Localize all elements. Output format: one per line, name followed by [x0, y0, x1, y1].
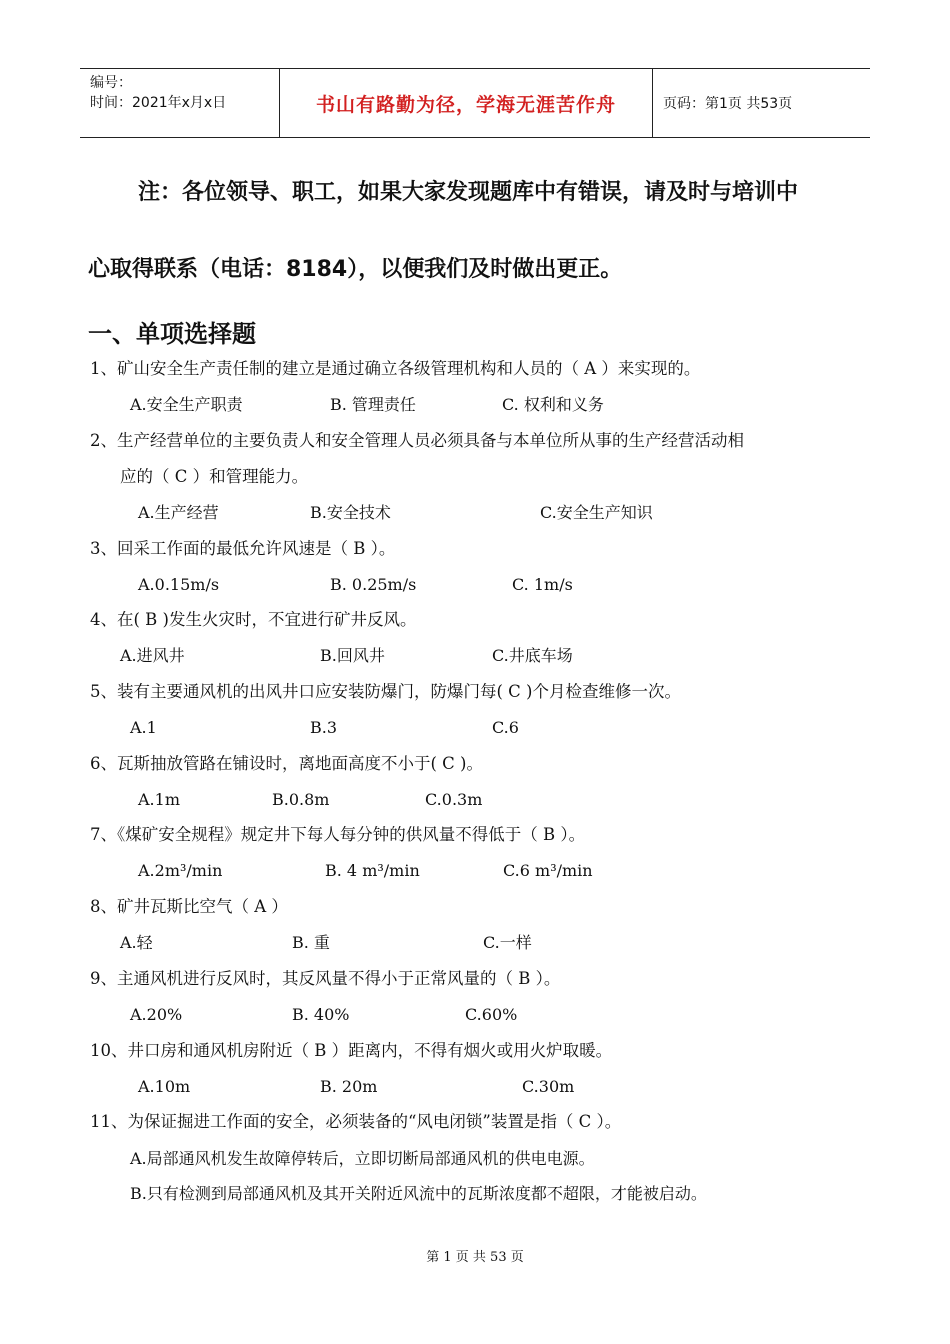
option-1a: A.安全生产职责 — [130, 395, 243, 414]
question-11: 11、为保证掘进工作面的安全，必须装备的“风电闭锁”装置是指（ C ）。 — [90, 1112, 622, 1131]
question-3: 3、回采工作面的最低允许风速是（ B ）。 — [90, 539, 396, 558]
question-2-cont: 应的（ C ）和管理能力。 — [120, 467, 309, 486]
document-header — [80, 68, 870, 138]
option-2a: A.生产经营 — [138, 503, 219, 522]
option-8a: A.轻 — [120, 933, 153, 952]
question-7: 7、《煤矿安全规程》规定井下每人每分钟的供风量不得低于（ B ）。 — [90, 825, 586, 844]
option-4b: B.回风井 — [320, 646, 385, 665]
option-8c: C.一样 — [483, 933, 532, 952]
option-9a: A.20% — [130, 1005, 183, 1024]
option-10b: B. 20m — [320, 1077, 378, 1096]
option-4a: A.进风井 — [120, 646, 185, 665]
option-5b: B.3 — [310, 718, 338, 737]
option-6b: B.0.8m — [272, 790, 330, 809]
header-number: 编号： — [90, 75, 132, 91]
option-7b: B. 4 m³/min — [325, 861, 420, 880]
question-1: 1、矿山安全生产责任制的建立是通过确立各级管理机构和人员的（ A ）来实现的。 — [90, 359, 701, 378]
question-8: 8、矿井瓦斯比空气（ A ） — [90, 897, 288, 916]
option-10c: C.30m — [522, 1077, 575, 1096]
option-7c: C.6 m³/min — [503, 861, 593, 880]
question-4: 4、在( B )发生火灾时，不宜进行矿井反风。 — [90, 610, 417, 629]
option-6c: C.0.3m — [425, 790, 483, 809]
header-date: 时间：2021年x月x日 — [90, 95, 227, 111]
option-10a: A.10m — [138, 1077, 191, 1096]
option-5a: A.1 — [130, 718, 157, 737]
option-2b: B.安全技术 — [310, 503, 391, 522]
option-9c: C.60% — [465, 1005, 518, 1024]
header-motto-cell — [280, 69, 653, 137]
question-6: 6、瓦斯抽放管路在铺设时，离地面高度不小于( C )。 — [90, 754, 483, 773]
option-1c: C. 权利和义务 — [502, 395, 604, 414]
option-2c: C.安全生产知识 — [540, 503, 653, 522]
option-11a: A.局部通风机发生故障停转后，立即切断局部通风机的供电电源。 — [130, 1149, 595, 1168]
option-4c: C.井底车场 — [492, 646, 573, 665]
option-9b: B. 40% — [292, 1005, 350, 1024]
question-10: 10、井口房和通风机房附近（ B ）距离内，不得有烟火或用火炉取暖。 — [90, 1041, 613, 1060]
option-3c: C. 1m/s — [512, 575, 573, 594]
note-line-1: 注：各位领导、职工，如果大家发现题库中有错误，请及时与培训中 — [138, 180, 799, 205]
header-page: 页码：第1页 共53页 — [663, 96, 793, 112]
option-6a: A.1m — [138, 790, 180, 809]
question-2: 2、生产经营单位的主要负责人和安全管理人员必须具备与本单位所从事的生产经营活动相 — [90, 431, 744, 450]
option-3b: B. 0.25m/s — [330, 575, 417, 594]
note-line-2: 心取得联系（电话：8184），以便我们及时做出更正。 — [88, 257, 623, 282]
option-3a: A.0.15m/s — [138, 575, 220, 594]
page-footer: 第 1 页 共 53 页 — [426, 1250, 524, 1265]
option-5c: C.6 — [492, 718, 519, 737]
header-motto: 书山有路勤为径，学海无涯苦作舟 — [315, 93, 616, 116]
option-1b: B. 管理责任 — [330, 395, 416, 414]
question-5: 5、装有主要通风机的出风井口应安装防爆门，防爆门每( C )个月检查维修一次。 — [90, 682, 681, 701]
question-9: 9、主通风机进行反风时，其反风量不得小于正常风量的（ B ）。 — [90, 969, 561, 988]
option-7a: A.2m³/min — [138, 861, 223, 880]
option-11b: B.只有检测到局部通风机及其开关附近风流中的瓦斯浓度都不超限，才能被启动。 — [130, 1184, 707, 1203]
option-8b: B. 重 — [292, 933, 330, 952]
header-meta — [80, 69, 280, 137]
section-title: 一、单项选择题 — [88, 320, 256, 348]
